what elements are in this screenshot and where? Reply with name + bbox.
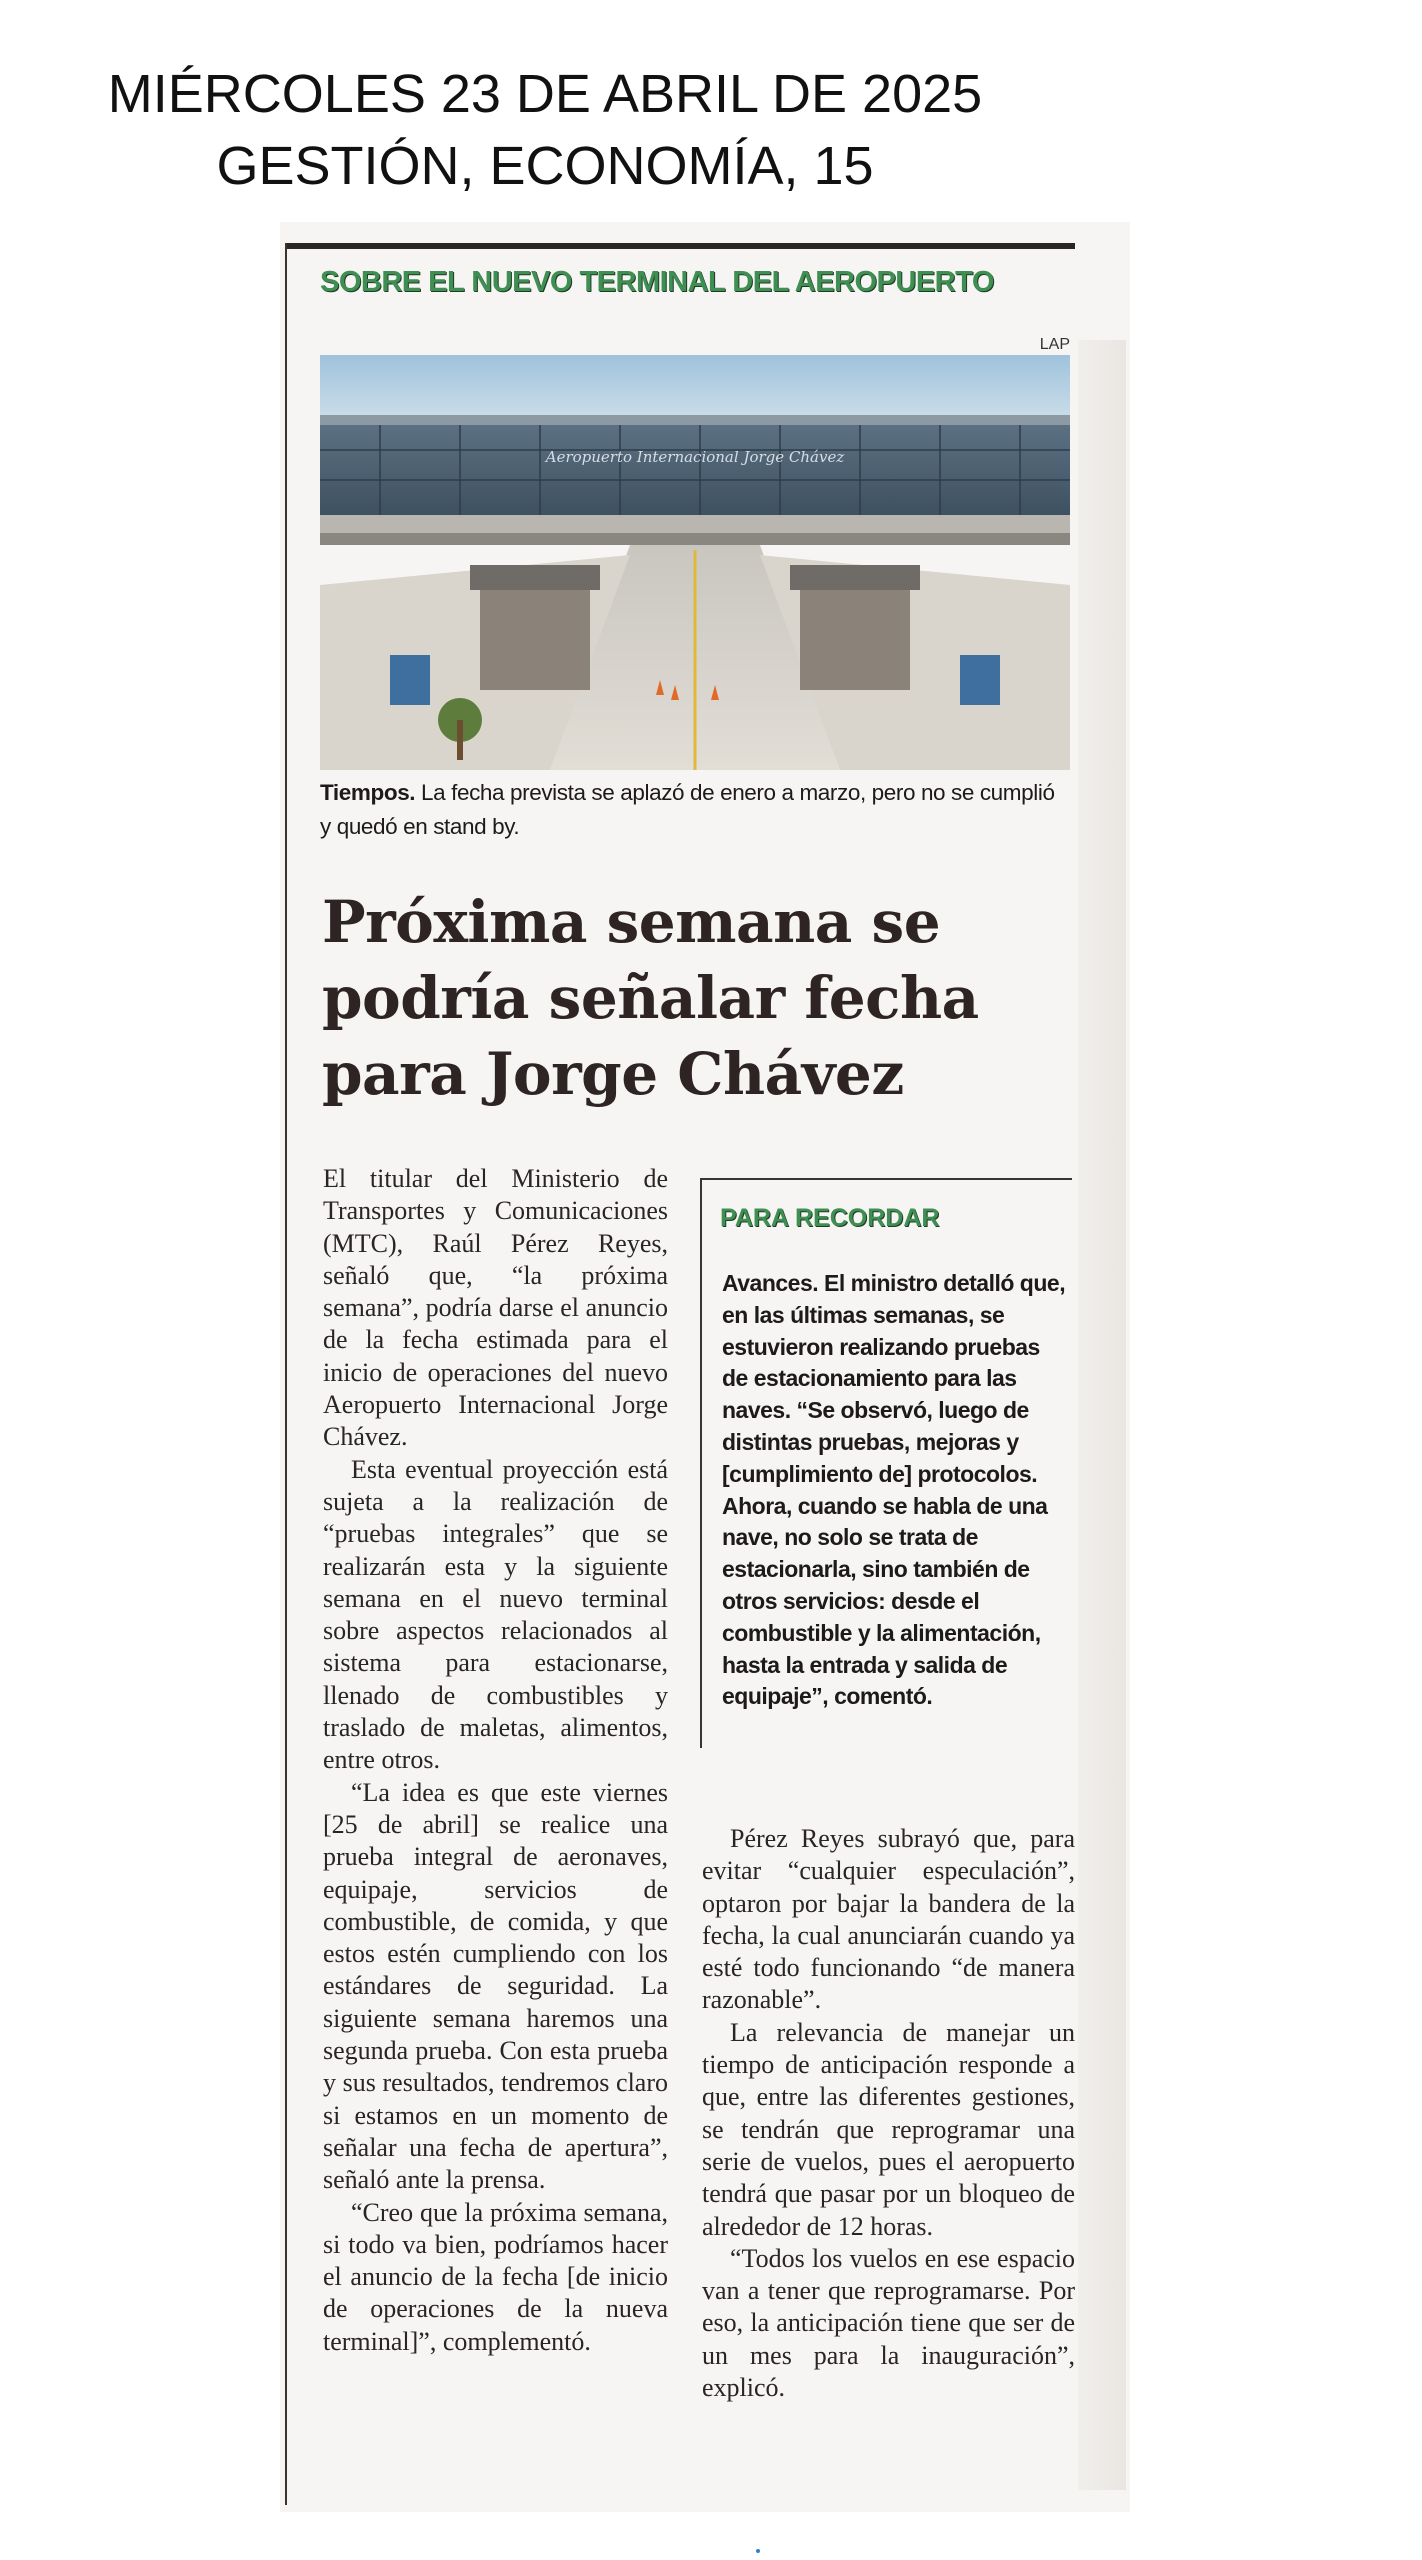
section-label: SOBRE EL NUEVO TERMINAL DEL AEROPUERTO	[320, 266, 994, 298]
airport-terminal-photo	[320, 355, 1070, 770]
body-column-left	[323, 1163, 668, 2358]
page-bleed-through	[1078, 340, 1126, 2490]
sidebar-box	[722, 1268, 1067, 1713]
body-paragraph: La relevancia de manejar un tiempo de anticipación responde a que, entre las diferentes gestiones, se tendrán que reprogramar una serie de vuelos, pues el aeropuerto tendrá que pasar por un bloqueo de alrededor de 12 horas.	[702, 2017, 1075, 2241]
body-paragraph: “Creo que la próxima semana, si todo va bien, podríamos hacer el anuncio de la fecha [de inicio de operaciones de la nueva terminal]”, complementó.	[323, 2197, 668, 2356]
sidebar-text: El ministro detalló que, en las últimas semanas, se estuvieron realizando pruebas de estacionamiento para las naves. “Se observó, luego de distintas pruebas, mejoras y [cumplimiento de] protocolos. Ahora, cuando se habla de una nave, no solo se trata de estacionarla, sino también de otros servicios: desde el combustible y la alimentación, hasta la entrada y salida de equipaje”, comentó.	[722, 1270, 1066, 1710]
body-paragraph: “La idea es que este viernes [25 de abril] se realice una prueba integral de aeronaves, equipaje, servicios de combustible, de comida, y que estos estén cumpliendo con los estándares de seguridad. La siguiente semana haremos una segunda prueba. Con esta prueba y sus resultados, tendremos claro si estamos en un momento de señalar una fecha de apertura”, señaló ante la prensa.	[323, 1777, 668, 2195]
scan-speck	[756, 2549, 760, 2553]
sidebar-rule	[700, 1178, 702, 1748]
sidebar-lead: Avances.	[722, 1270, 819, 1296]
body-column-right	[702, 1823, 1075, 2404]
body-paragraph: “Todos los vuelos en ese espacio van a tener que reprogramarse. Por eso, la anticipación tiene que ser de un mes para la inauguración”, explicó.	[702, 2243, 1075, 2403]
photo-credit: LAP	[1039, 336, 1070, 353]
caption-lead: Tiempos.	[320, 780, 416, 805]
photo-caption	[320, 776, 1070, 844]
publication-header	[0, 58, 1422, 202]
headline: Próxima semana se podría señalar fecha para Jorge Chávez	[322, 888, 979, 1108]
left-rule	[285, 243, 287, 2505]
body-paragraph: Pérez Reyes subrayó que, para evitar “cualquier especulación”, optaron por bajar la bandera de la fecha, la cual anunciarán cuando ya esté todo funcionando “de manera razonable”.	[702, 1824, 1075, 2015]
body-paragraph: Esta eventual proyección está sujeta a la realización de “pruebas integrales” que se realizarán esta y la siguiente semana en el nuevo terminal sobre aspectos relacionados al sistema para estacionarse, llenado de combustibles y traslado de maletas, alimentos, entre otros.	[323, 1454, 668, 1775]
sidebar-title: PARA RECORDAR	[720, 1204, 940, 1232]
publication-date-line: MIÉRCOLES 23 DE ABRIL DE 2025	[107, 64, 983, 124]
terminal-sign: Aeropuerto Internacional Jorge Chávez	[545, 448, 845, 466]
top-rule	[285, 243, 1075, 249]
publication-section-line: GESTIÓN, ECONOMÍA, 15	[216, 136, 874, 196]
sidebar-rule	[700, 1178, 1072, 1180]
caption-text: La fecha prevista se aplazó de enero a marzo, pero no se cumplió y quedó en stand by.	[320, 780, 1055, 839]
body-paragraph: El titular del Ministerio de Transportes y Comunicaciones (MTC), Raúl Pérez Reyes, señaló que, “la próxima semana”, podría darse el anuncio de la fecha estimada para el inicio de operaciones del nuevo Aeropuerto Internacional Jorge Chávez.	[323, 1164, 668, 1452]
